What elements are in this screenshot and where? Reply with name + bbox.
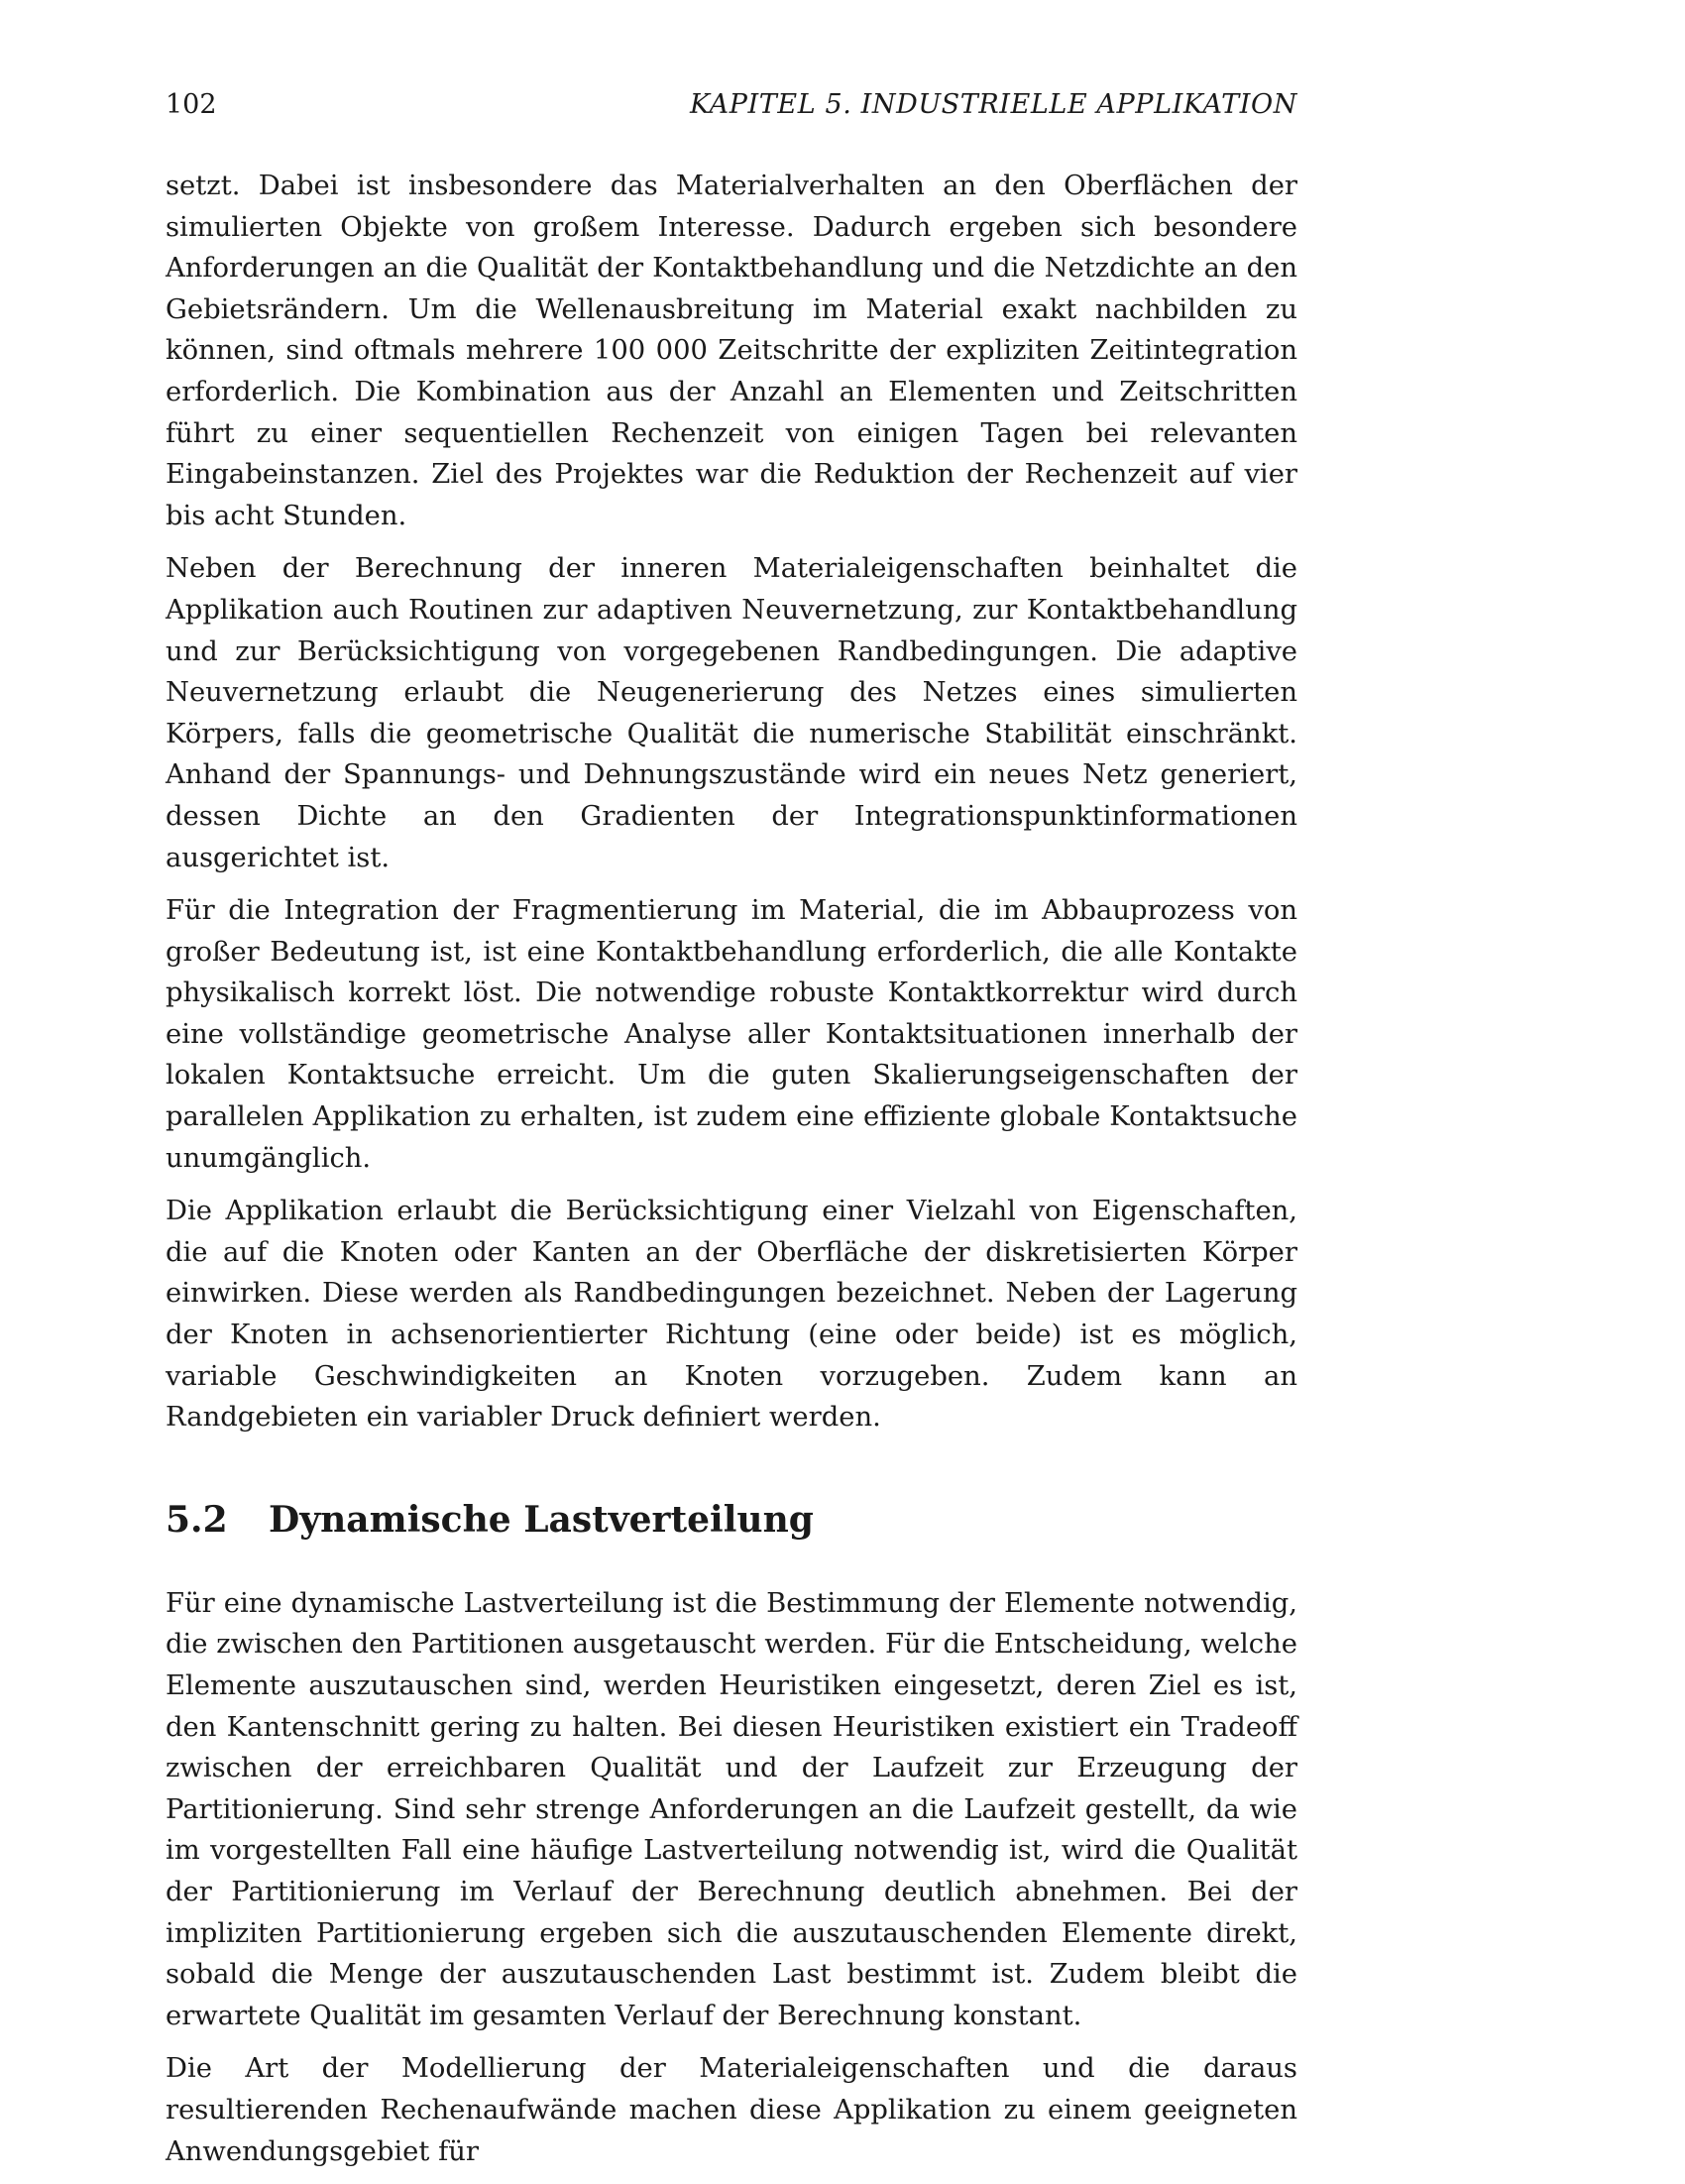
chapter-title: KAPITEL 5. INDUSTRIELLE APPLIKATION <box>690 89 1297 120</box>
section-title: Dynamische Lastverteilung <box>269 1498 814 1541</box>
paragraph: Die Applikation erlaubt die Berücksichtigung einer Vielzahl von Eigenschaften, die auf die Knoten oder Kanten an der Oberfläche der diskretisierten Körper einwirken. Diese werden als Randbedingungen bezeichnet. Neben der Lagerung der Knoten in achsenorientierter Richtung (eine oder beide) ist es möglich, variable Geschwindigkeiten an Knoten vorzugeben. Zudem kann an Randgebieten ein variabler Druck definiert werden. <box>166 1196 1297 1434</box>
paragraph: Die Art der Modellierung der Materialeigenschaften und die daraus resultierenden Rechenaufwände machen diese Applikation zu einem geeigneten Anwendungsgebiet für <box>166 2053 1297 2167</box>
section-number: 5.2 <box>166 1498 228 1541</box>
page-number: 102 <box>166 89 217 120</box>
paragraph: Für die Integration der Fragmentierung im Material, die im Abbauprozess von großer Bedeutung ist, ist eine Kontaktbehandlung erforderlich, die alle Kontakte physikalisch korrekt löst. Die notwendige robuste Kontaktkorrektur wird durch eine vollständige geometrische Analyse aller Kontaktsituationen innerhalb der lokalen Kontaktsuche erreicht. Um die guten Skalierungseigenschaften der parallelen Applikation zu erhalten, ist zudem eine effiziente globale Kontaktsuche unumgänglich. <box>166 895 1297 1174</box>
section-heading <box>166 1496 1297 1544</box>
paragraph: Für eine dynamische Lastverteilung ist die Bestimmung der Elemente notwendig, die zwischen den Partitionen ausgetauscht werden. Für die Entscheidung, welche Elemente auszutauschen sind, werden Heuristiken eingesetzt, deren Ziel es ist, den Kantenschnitt gering zu halten. Bei diesen Heuristiken existiert ein Tradeoff zwischen der erreichbaren Qualität und der Laufzeit zur Erzeugung der Partitionierung. Sind sehr strenge Anforderungen an die Laufzeit gestellt, da wie im vorgestellten Fall eine häufige Lastverteilung notwendig ist, wird die Qualität der Partitionierung im Verlauf der Berechnung deutlich abnehmen. Bei der impliziten Partitionierung ergeben sich die auszutauschenden Elemente direkt, sobald die Menge der auszutauschenden Last bestimmt ist. Zudem bleibt die erwartete Qualität im gesamten Verlauf der Berechnung konstant. <box>166 1587 1297 2031</box>
body-text <box>166 166 1297 2184</box>
paragraph: setzt. Dabei ist insbesondere das Materialverhalten an den Oberflächen der simulierten Objekte von großem Interesse. Dadurch ergeben sich besondere Anforderungen an die Qualität der Kontaktbehandlung und die Netzdichte an den Gebietsrändern. Um die Wellenausbreitung im Material exakt nachbilden zu können, sind oftmals mehrere 100 000 Zeitschritte der expliziten Zeitintegration erforderlich. Die Kombination aus der Anzahl an Elementen und Zeitschritten führt zu einer sequentiellen Rechenzeit von einigen Tagen bei relevanten Eingabeinstanzen. Ziel des Projektes war die Reduktion der Rechenzeit auf vier bis acht Stunden. <box>166 171 1297 531</box>
document-page <box>166 0 1297 2181</box>
paragraph: Neben der Berechnung der inneren Materialeigenschaften beinhaltet die Applikation auch Routinen zur adaptiven Neuvernetzung, zur Kontaktbehandlung und zur Berücksichtigung von vorgegebenen Randbedingungen. Die adaptive Neuvernetzung erlaubt die Neugenerierung des Netzes eines simulierten Körpers, falls die geometrische Qualität die numerische Stabilität einschränkt. Anhand der Spannungs- und Dehnungszustände wird ein neues Netz generiert, dessen Dichte an den Gradienten der Integrationspunktinformationen ausgerichtet ist. <box>166 553 1297 873</box>
running-header <box>166 85 1297 125</box>
